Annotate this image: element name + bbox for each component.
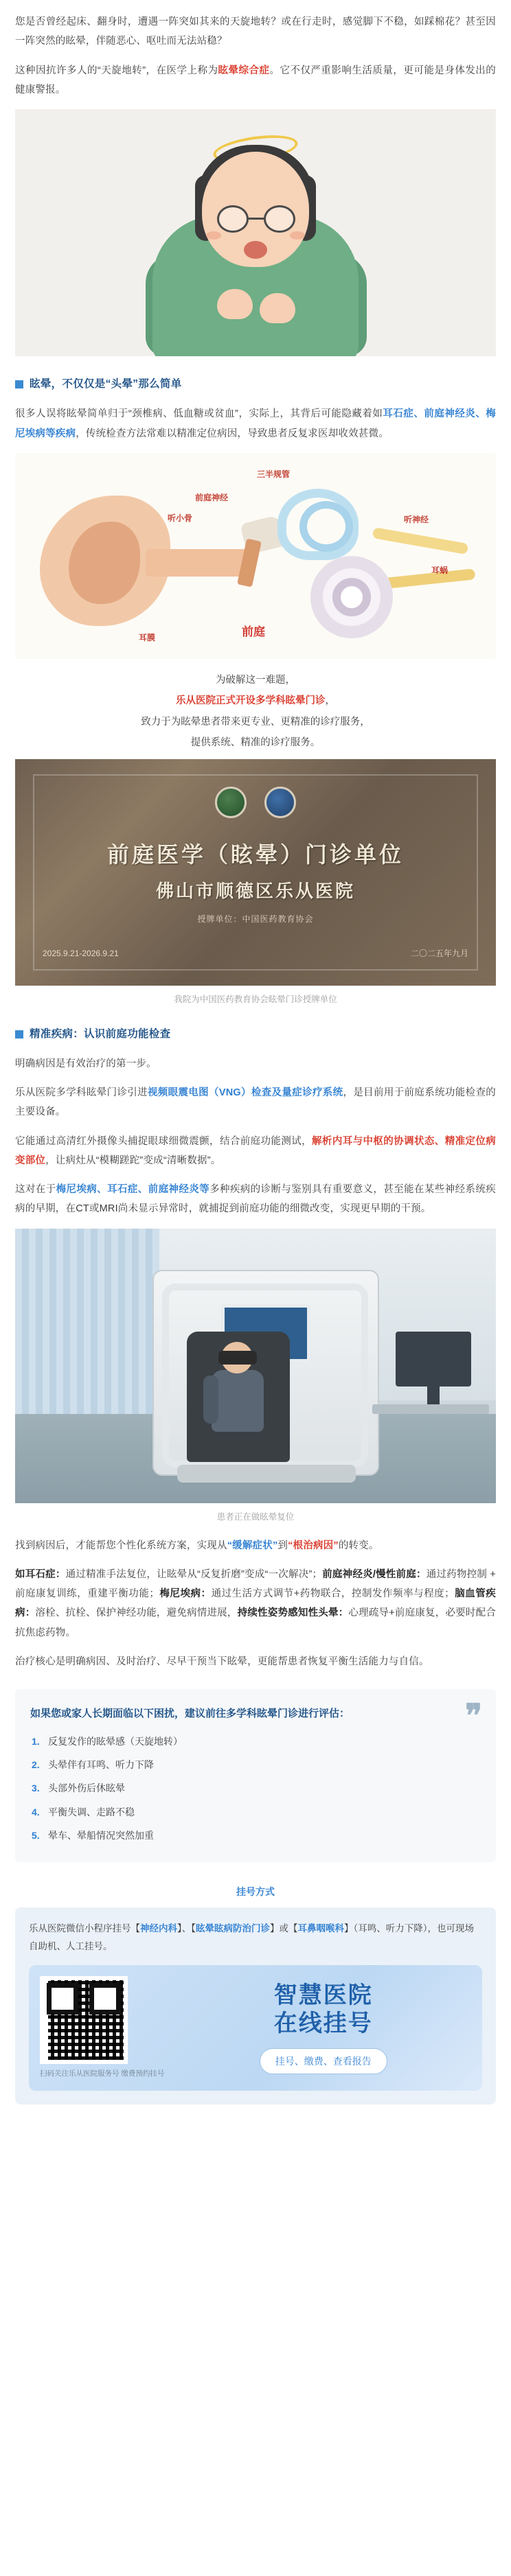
treatment-meniere-label: 梅尼埃病： — [159, 1588, 212, 1600]
illustration-glasses-left — [217, 205, 249, 233]
list-item: 反复发作的眩晕感（天旋地转） — [48, 1735, 183, 1747]
section1-text-a: 很多人误将眩晕简单归于“颈椎病、低血糖或贫血”，实际上，其背后可能隐藏着如 — [15, 408, 383, 420]
plaque-title-line-1: 前庭医学（眩晕）门诊单位 — [106, 842, 404, 867]
label-ossicles: 听小骨 — [168, 513, 193, 523]
plaque-subtitle: 授牌单位：中国医药教育协会 — [197, 914, 314, 924]
label-eardrum: 耳膜 — [139, 632, 156, 642]
section-heading-2 — [15, 1024, 496, 1045]
dept-ent: 耳鼻咽喉科 — [297, 1923, 344, 1934]
intro-paragraph-1: 您是否曾经起床、翻身时，遭遇一阵突如其来的天旋地转？或在行走时，感觉脚下不稳，如踩棉花？甚至因一阵突然的眩晕，伴随恶心、呕吐而无法站稳？ — [15, 16, 496, 47]
illustration-cheek-right — [290, 231, 305, 240]
section1-paragraph — [15, 404, 496, 443]
treatment-p1-a: 找到病因后，才能帮您个性化系统方案，实现从 — [15, 1540, 227, 1551]
treatment-emphasis-cure: “根治病因” — [288, 1540, 339, 1551]
section2-analysis-emphasis: 解析内耳与中枢的协调状态、精准定位病变部位 — [15, 1135, 496, 1166]
label-auditory-nerve: 听神经 — [404, 514, 429, 524]
treatment-paragraph-1 — [15, 1536, 496, 1555]
plaque-footer — [43, 946, 468, 962]
room-curtain — [15, 1229, 159, 1414]
intro-paragraph-2 — [15, 61, 496, 100]
treatment-cerebrovascular-label: 脑血管疾病： — [15, 1588, 497, 1619]
registration-text-a: 乐从医院微信小程序挂号【 — [29, 1923, 140, 1934]
vng-goggles-icon — [218, 1351, 257, 1365]
section2-paragraph-4 — [15, 1180, 496, 1219]
treatment-ppppd-text: 心理疏导+前庭康复，必要时配合抗焦虑药物。 — [15, 1608, 497, 1638]
section-heading-2-label: 精准疾病：认识前庭功能检查 — [30, 1028, 171, 1040]
list-item: 晕车、晕船情况突然加重 — [48, 1829, 154, 1841]
plaque-valid-dates: 2025.9.21-2026.9.21 — [43, 949, 119, 959]
machine-base — [177, 1465, 356, 1483]
operator-desk — [372, 1404, 489, 1414]
list-item: 平衡失调、走路不稳 — [48, 1806, 135, 1818]
hospital-logo-icon — [264, 787, 296, 818]
announcement-line-2 — [15, 691, 496, 711]
list-item: 头晕伴有耳鸣、听力下降 — [48, 1759, 154, 1771]
plaque-logos — [15, 787, 496, 818]
section2-p2-b: ，是目前用于前庭系统功能检查的主要设备。 — [15, 1087, 496, 1118]
treatment-cerebrovascular-text: 溶栓、抗栓、保护神经功能，避免病情进展， — [35, 1608, 238, 1619]
vertigo-woman-illustration — [15, 109, 496, 356]
checklist-title: 如果您或家人长期面临以下困扰，建议前往多学科眩晕门诊进行评估： — [30, 1708, 350, 1720]
ear-anatomy-diagram — [15, 453, 496, 659]
plaque-title-line-2: 佛山市顺德区乐从医院 — [155, 881, 355, 901]
treatment-p1-b: 的转变。 — [338, 1540, 379, 1551]
symptom-checklist-card — [15, 1689, 496, 1862]
section2-paragraph-3 — [15, 1132, 496, 1171]
dept-vertigo-clinic: 眩晕眩病防治门诊 — [196, 1923, 270, 1934]
illustration-hand-left — [217, 289, 253, 319]
section2-paragraph-2 — [15, 1083, 496, 1122]
section1-text-c: ，传统检查方法常难以精准定位病因，导致患者反复求医却收效甚微。 — [76, 428, 389, 439]
plaque-issue-date: 二〇二五年九月 — [410, 949, 468, 959]
bullet-square-icon — [15, 1030, 23, 1038]
patient-arm — [203, 1376, 218, 1424]
registration-action-button[interactable]: 挂号、缴费、查看报告 — [260, 2048, 387, 2074]
registration-text-c: 】或【 — [270, 1923, 298, 1934]
banner-line-1: 智慧医院 — [273, 1982, 373, 2008]
treatment-emphasis-symptom: “缓解症状” — [227, 1540, 278, 1551]
section-heading-1-label: 眩晕，不仅仅是“头晕”那么简单 — [30, 378, 182, 391]
section2-p4-a: 这对在于 — [15, 1184, 56, 1196]
announcement-line-2-post: ， — [325, 695, 335, 707]
qr-block[interactable] — [40, 1976, 164, 2080]
treatment-paragraph-2 — [15, 1565, 496, 1643]
semicircular-canals-inner-shape — [299, 501, 353, 552]
section2-p3-a: 它能通过高清红外摄像头捕捉眼球细微震颤，结合前庭功能测试， — [15, 1135, 313, 1147]
qr-caption: 扫码关注乐从医院服务号 缴费预约挂号 — [40, 2069, 165, 2078]
vestibular-nerve-shape — [372, 527, 469, 555]
treatment-p1-mid: 到 — [277, 1540, 288, 1551]
announcement-line-3: 致力于为眩晕患者带来更专业、更精准的诊疗服务， — [141, 716, 370, 728]
registration-banner-text — [175, 1982, 471, 2075]
label-vestibule: 前庭 — [242, 625, 265, 638]
label-cochlea: 耳蜗 — [431, 565, 448, 575]
operator-monitor — [396, 1332, 471, 1386]
section2-p3-b: ，让病灶从“模糊蹉跎”变成“清晰数据”。 — [45, 1154, 221, 1166]
intro-p2-post: 。它不仅严重影响生活质量，更可能是身体发出的健康警报。 — [15, 65, 497, 95]
label-vestibular-nerve: 前庭神经 — [195, 492, 229, 502]
registration-text-b: 】、【 — [177, 1923, 196, 1934]
section2-disease-list-emphasis: 梅尼埃病、耳石症、前庭神经炎等 — [56, 1184, 210, 1196]
vng-equipment-photo — [15, 1229, 496, 1503]
announcement-line-1: 为破解这一难题， — [216, 674, 295, 686]
intro-p2-emphasis: 眩晕综合症 — [218, 65, 270, 76]
section1-diseases-emphasis: 耳石症、前庭神经炎、梅尼埃病等疾病 — [15, 408, 496, 439]
registration-instructions — [29, 1920, 482, 1956]
illustration-hand-right — [260, 293, 295, 323]
section-heading-1 — [15, 374, 496, 395]
section2-vng-emphasis: 视频眼震电图（VNG）检查及量症诊疗系统 — [147, 1087, 343, 1099]
label-semicircular-canals: 三半规管 — [257, 469, 291, 479]
registration-banner — [29, 1965, 482, 2091]
treatment-neuritis-text: 通过药物控制 + 前庭康复训练，重建平衡功能； — [15, 1568, 496, 1600]
treatment-ppppd-label: 持续性姿势感知性头晕： — [237, 1608, 349, 1619]
registration-heading: 挂号方式 — [236, 1886, 275, 1898]
illustration-glasses-bridge — [249, 218, 264, 220]
dept-neurology: 神经内科 — [140, 1923, 177, 1934]
bullet-square-icon — [15, 380, 23, 388]
treatment-paragraph-3: 治疗核心是明确病因、及时治疗、尽早干预当下眩晕，更能帮患者恢复平衡生活能力与自信。 — [15, 1656, 429, 1667]
registration-text-d: 】（耳鸣、听力下降），也可现场自助机、人工挂号。 — [29, 1923, 474, 1951]
treatment-otolith-text: 通过精准手法复位，让眩晕从“反复折磨”变成“一次解决”； — [65, 1568, 323, 1580]
checklist-items — [30, 1732, 481, 1845]
association-logo-icon — [215, 787, 247, 818]
cochlea-inner-shape — [332, 578, 371, 616]
treatment-otolith-label: 如耳石症： — [15, 1568, 66, 1580]
illustration-mouth — [244, 241, 267, 259]
monitor-stand — [427, 1386, 440, 1404]
room-caption: 患者正在做眩晕复位 — [216, 1511, 295, 1522]
qr-code-icon[interactable] — [40, 1976, 128, 2064]
plaque-caption: 我院为中国医药教育协会眩晕门诊授牌单位 — [174, 994, 337, 1004]
announcement-line-4: 提供系统、精准的诊疗服务。 — [190, 737, 321, 749]
section2-paragraph-1: 明确病因是有效治疗的第一步。 — [15, 1058, 157, 1069]
clinic-plaque-photo — [15, 759, 496, 986]
ear-canal-shape — [146, 549, 249, 577]
treatment-meniere-text: 通过生活方式调节+药物联合，控制发作频率与程度； — [211, 1588, 455, 1600]
illustration-glasses-right — [264, 205, 295, 233]
illustration-cheek-left — [206, 231, 221, 240]
registration-card — [15, 1907, 496, 2104]
announcement-emphasis: 乐从医院正式开设多学科眩晕门诊 — [176, 695, 326, 707]
quote-mark-icon: ❞ — [465, 1698, 482, 1734]
patient-body — [212, 1370, 264, 1432]
clinic-announcement — [15, 670, 496, 754]
section2-p2-a: 乐从医院多学科眩晕门诊引进 — [15, 1087, 148, 1099]
banner-line-2: 在线挂号 — [273, 2010, 373, 2037]
section2-p4-b: 多种疾病的诊断与鉴别具有重要意义，甚至能在某些神经系统疾病的早期，在CT或MRI尚未显示异常时，就捕捉到前庭功能的细微改变，实现更早期的干预。 — [15, 1184, 496, 1215]
intro-p2-pre: 这种因抗许多人的“天旋地转”，在医学上称为 — [15, 65, 218, 76]
list-item: 头部外伤后休眩晕 — [48, 1783, 125, 1794]
treatment-neuritis-label: 前庭神经炎/慢性前庭： — [322, 1568, 427, 1580]
